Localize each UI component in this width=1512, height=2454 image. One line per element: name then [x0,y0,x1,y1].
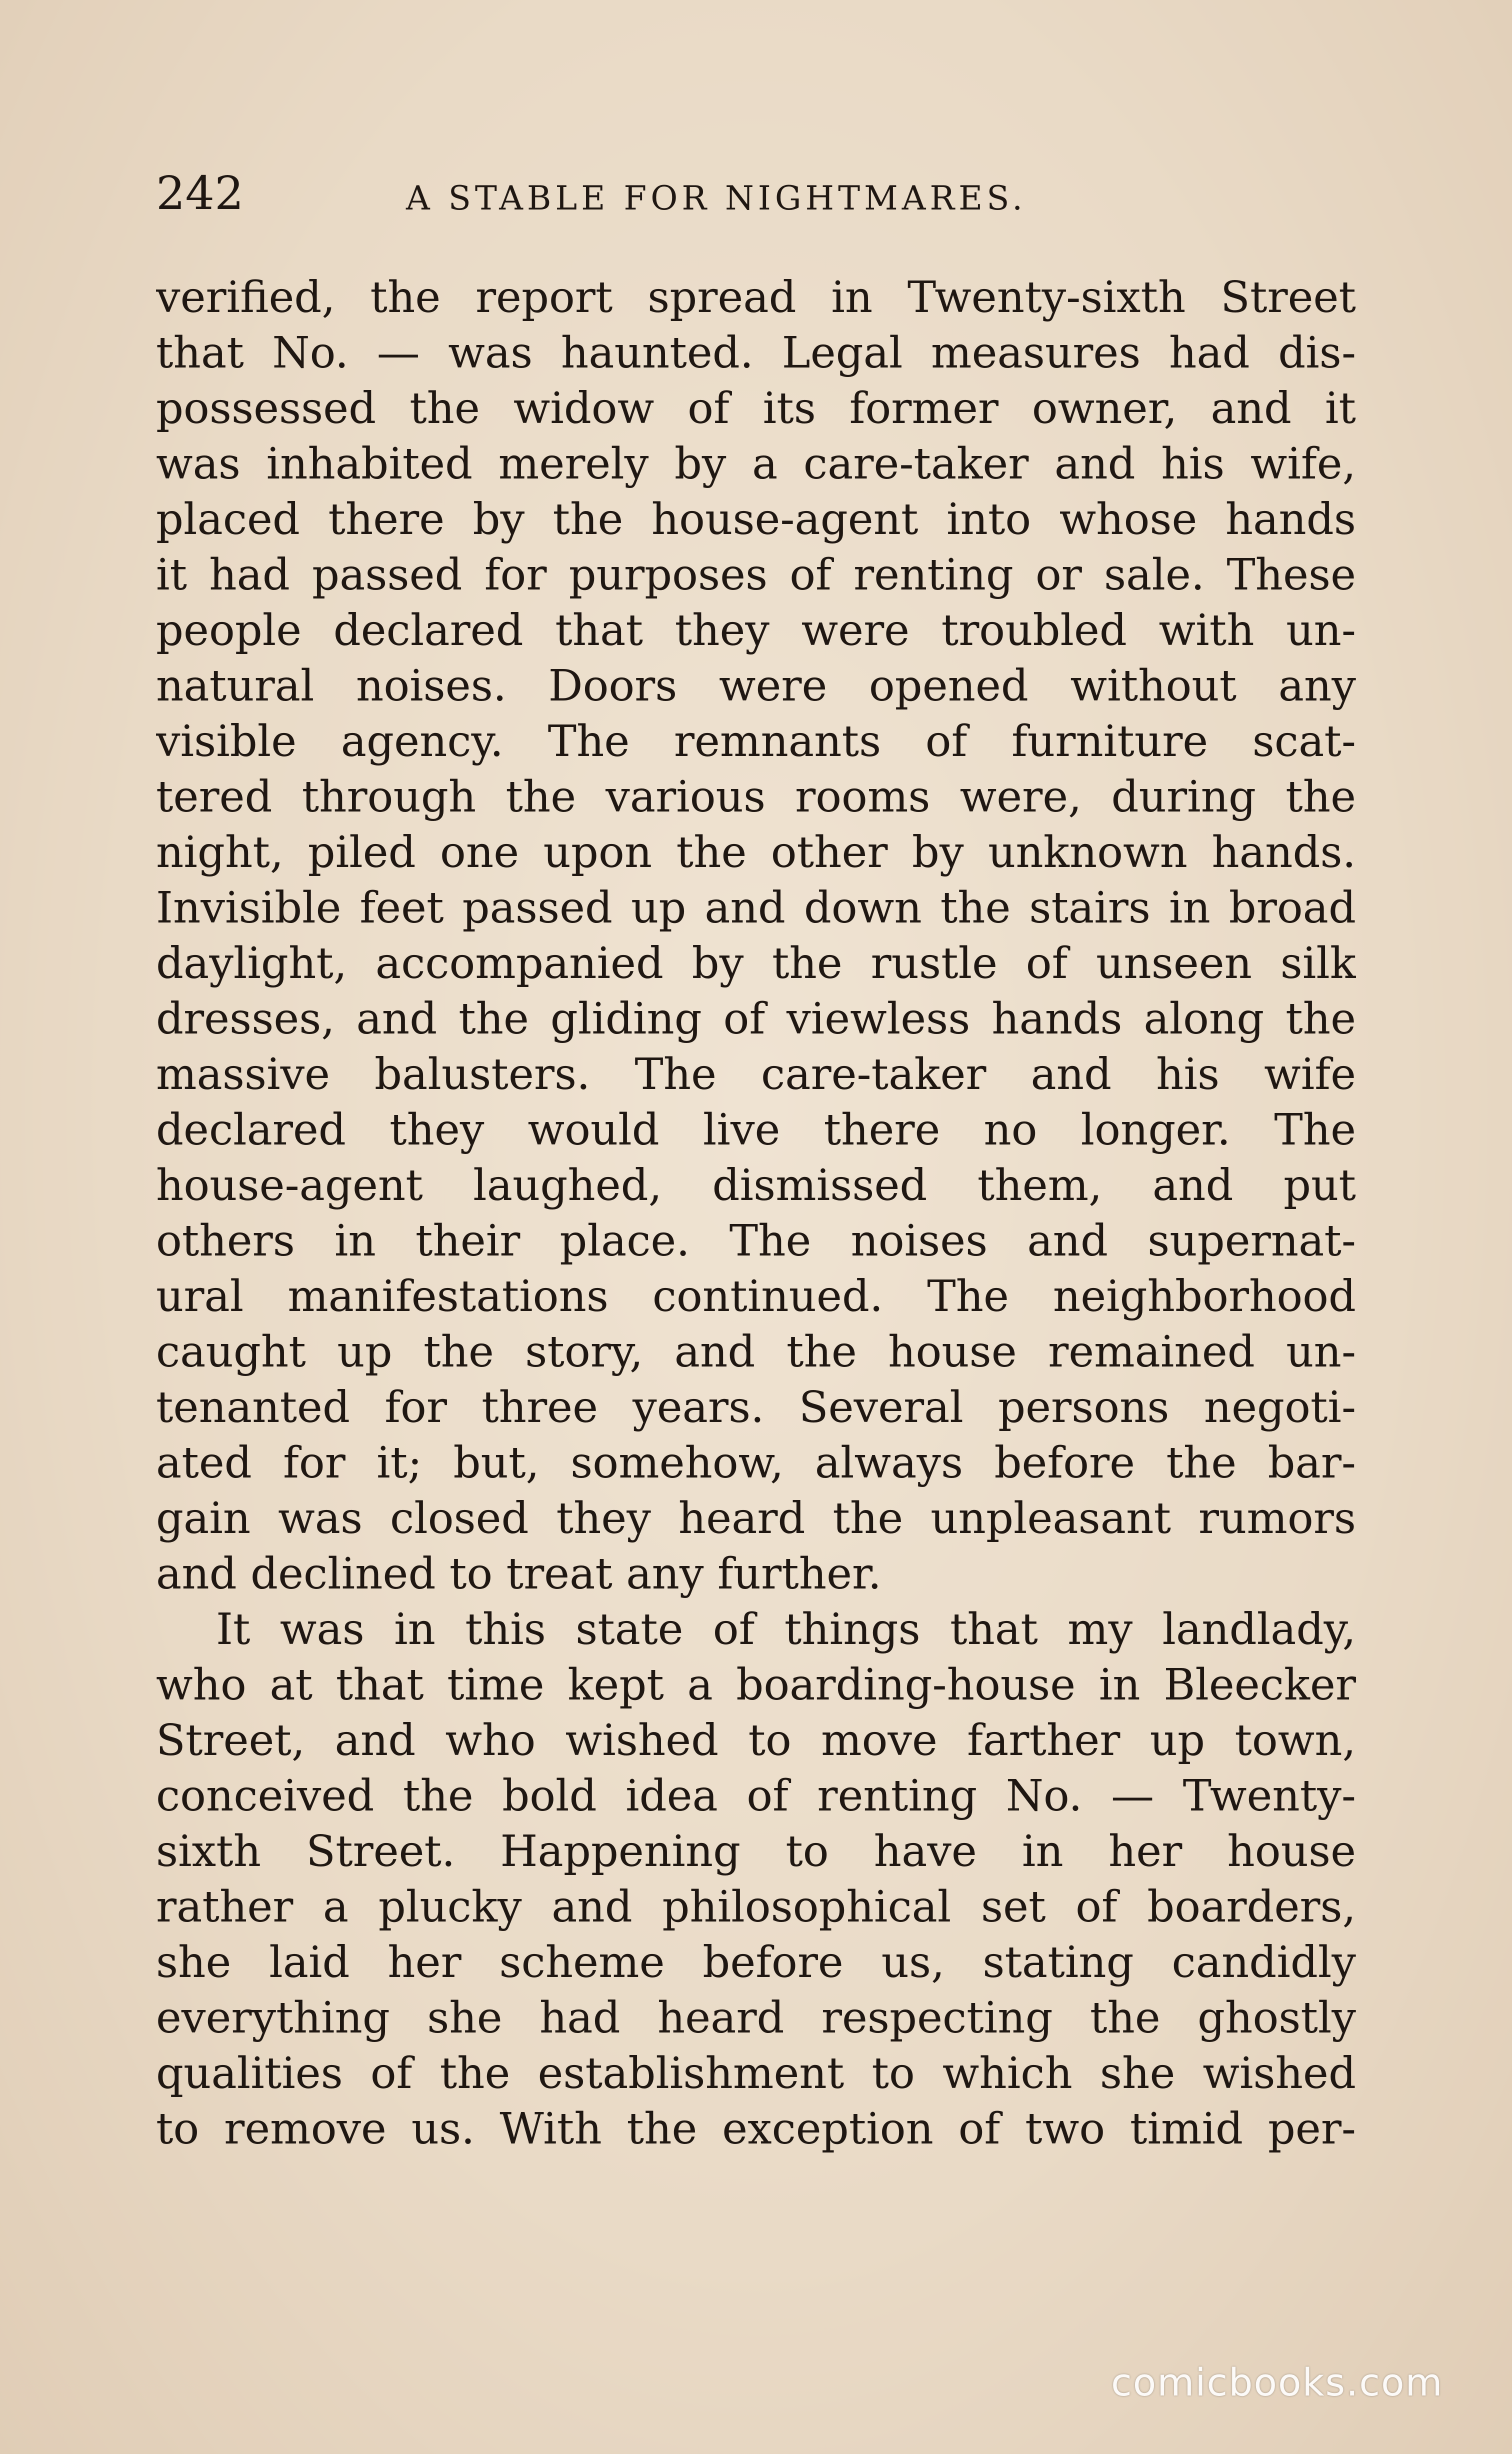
text-line: tered through the various rooms were, during the [156,772,1356,822]
text-line: Invisible feet passed up and down the stairs in broad [156,883,1356,933]
text-line: qualities of the establishment to which she wished [156,2048,1356,2098]
text-line: caught up the story, and the house remained un- [156,1327,1356,1377]
text-line: gain was closed they heard the unpleasant rumors [156,1494,1356,1544]
text-line: ural manifestations continued. The neighborhood [156,1272,1356,1322]
text-line: to remove us. With the exception of two timid per- [156,2104,1356,2154]
text-line: was inhabited merely by a care-taker and his wife, [156,439,1356,489]
text-line: people declared that they were troubled with un- [156,606,1356,656]
text-line: that No. — was haunted. Legal measures had dis- [156,328,1356,378]
text-line: conceived the bold idea of renting No. — Twenty- [156,1771,1356,1821]
page-number: 242 [156,166,244,220]
text-line: night, piled one upon the other by unknown hands. [156,828,1356,878]
text-line: possessed the widow of its former owner, and it [156,384,1356,434]
watermark: comicbooks.com [1111,2360,1444,2404]
text-line: tenanted for three years. Several persons negoti- [156,1382,1356,1432]
page-header-title: A STABLE FOR NIGHTMARES. [406,179,1027,218]
text-line: verified, the report spread in Twenty-sixth Street [156,272,1356,322]
text-line: placed there by the house-agent into whose hands [156,494,1356,544]
running-head [156,161,1356,231]
text-line: who at that time kept a boarding-house in Bleecker [156,1660,1356,1710]
body-text [156,270,1356,2157]
text-line: massive balusters. The care-taker and his wife [156,1050,1356,1100]
text-line: she laid her scheme before us, stating candidly [156,1938,1356,1988]
text-line: house-agent laughed, dismissed them, and put [156,1160,1356,1210]
text-line: rather a plucky and philosophical set of boarders, [156,1882,1356,1932]
text-line: sixth Street. Happening to have in her house [156,1826,1356,1876]
text-line: dresses, and the gliding of viewless hands along the [156,994,1356,1044]
text-line: ated for it; but, somehow, always before the bar- [156,1438,1356,1488]
text-line: others in their place. The noises and supernat- [156,1216,1356,1266]
text-line: daylight, accompanied by the rustle of unseen silk [156,938,1356,988]
text-line: visible agency. The remnants of furniture scat- [156,716,1356,766]
text-line: declared they would live there no longer. The [156,1105,1356,1155]
text-line: Street, and who wished to move farther up town, [156,1716,1356,1766]
text-line: natural noises. Doors were opened without any [156,661,1356,711]
text-line: it had passed for purposes of renting or sale. These [156,550,1356,600]
text-line: everything she had heard respecting the ghostly [156,1993,1356,2043]
text-line-paragraph-start: It was in this state of things that my landlady, [216,1604,1356,1654]
text-line-paragraph-end: and declined to treat any further. [156,1549,882,1599]
